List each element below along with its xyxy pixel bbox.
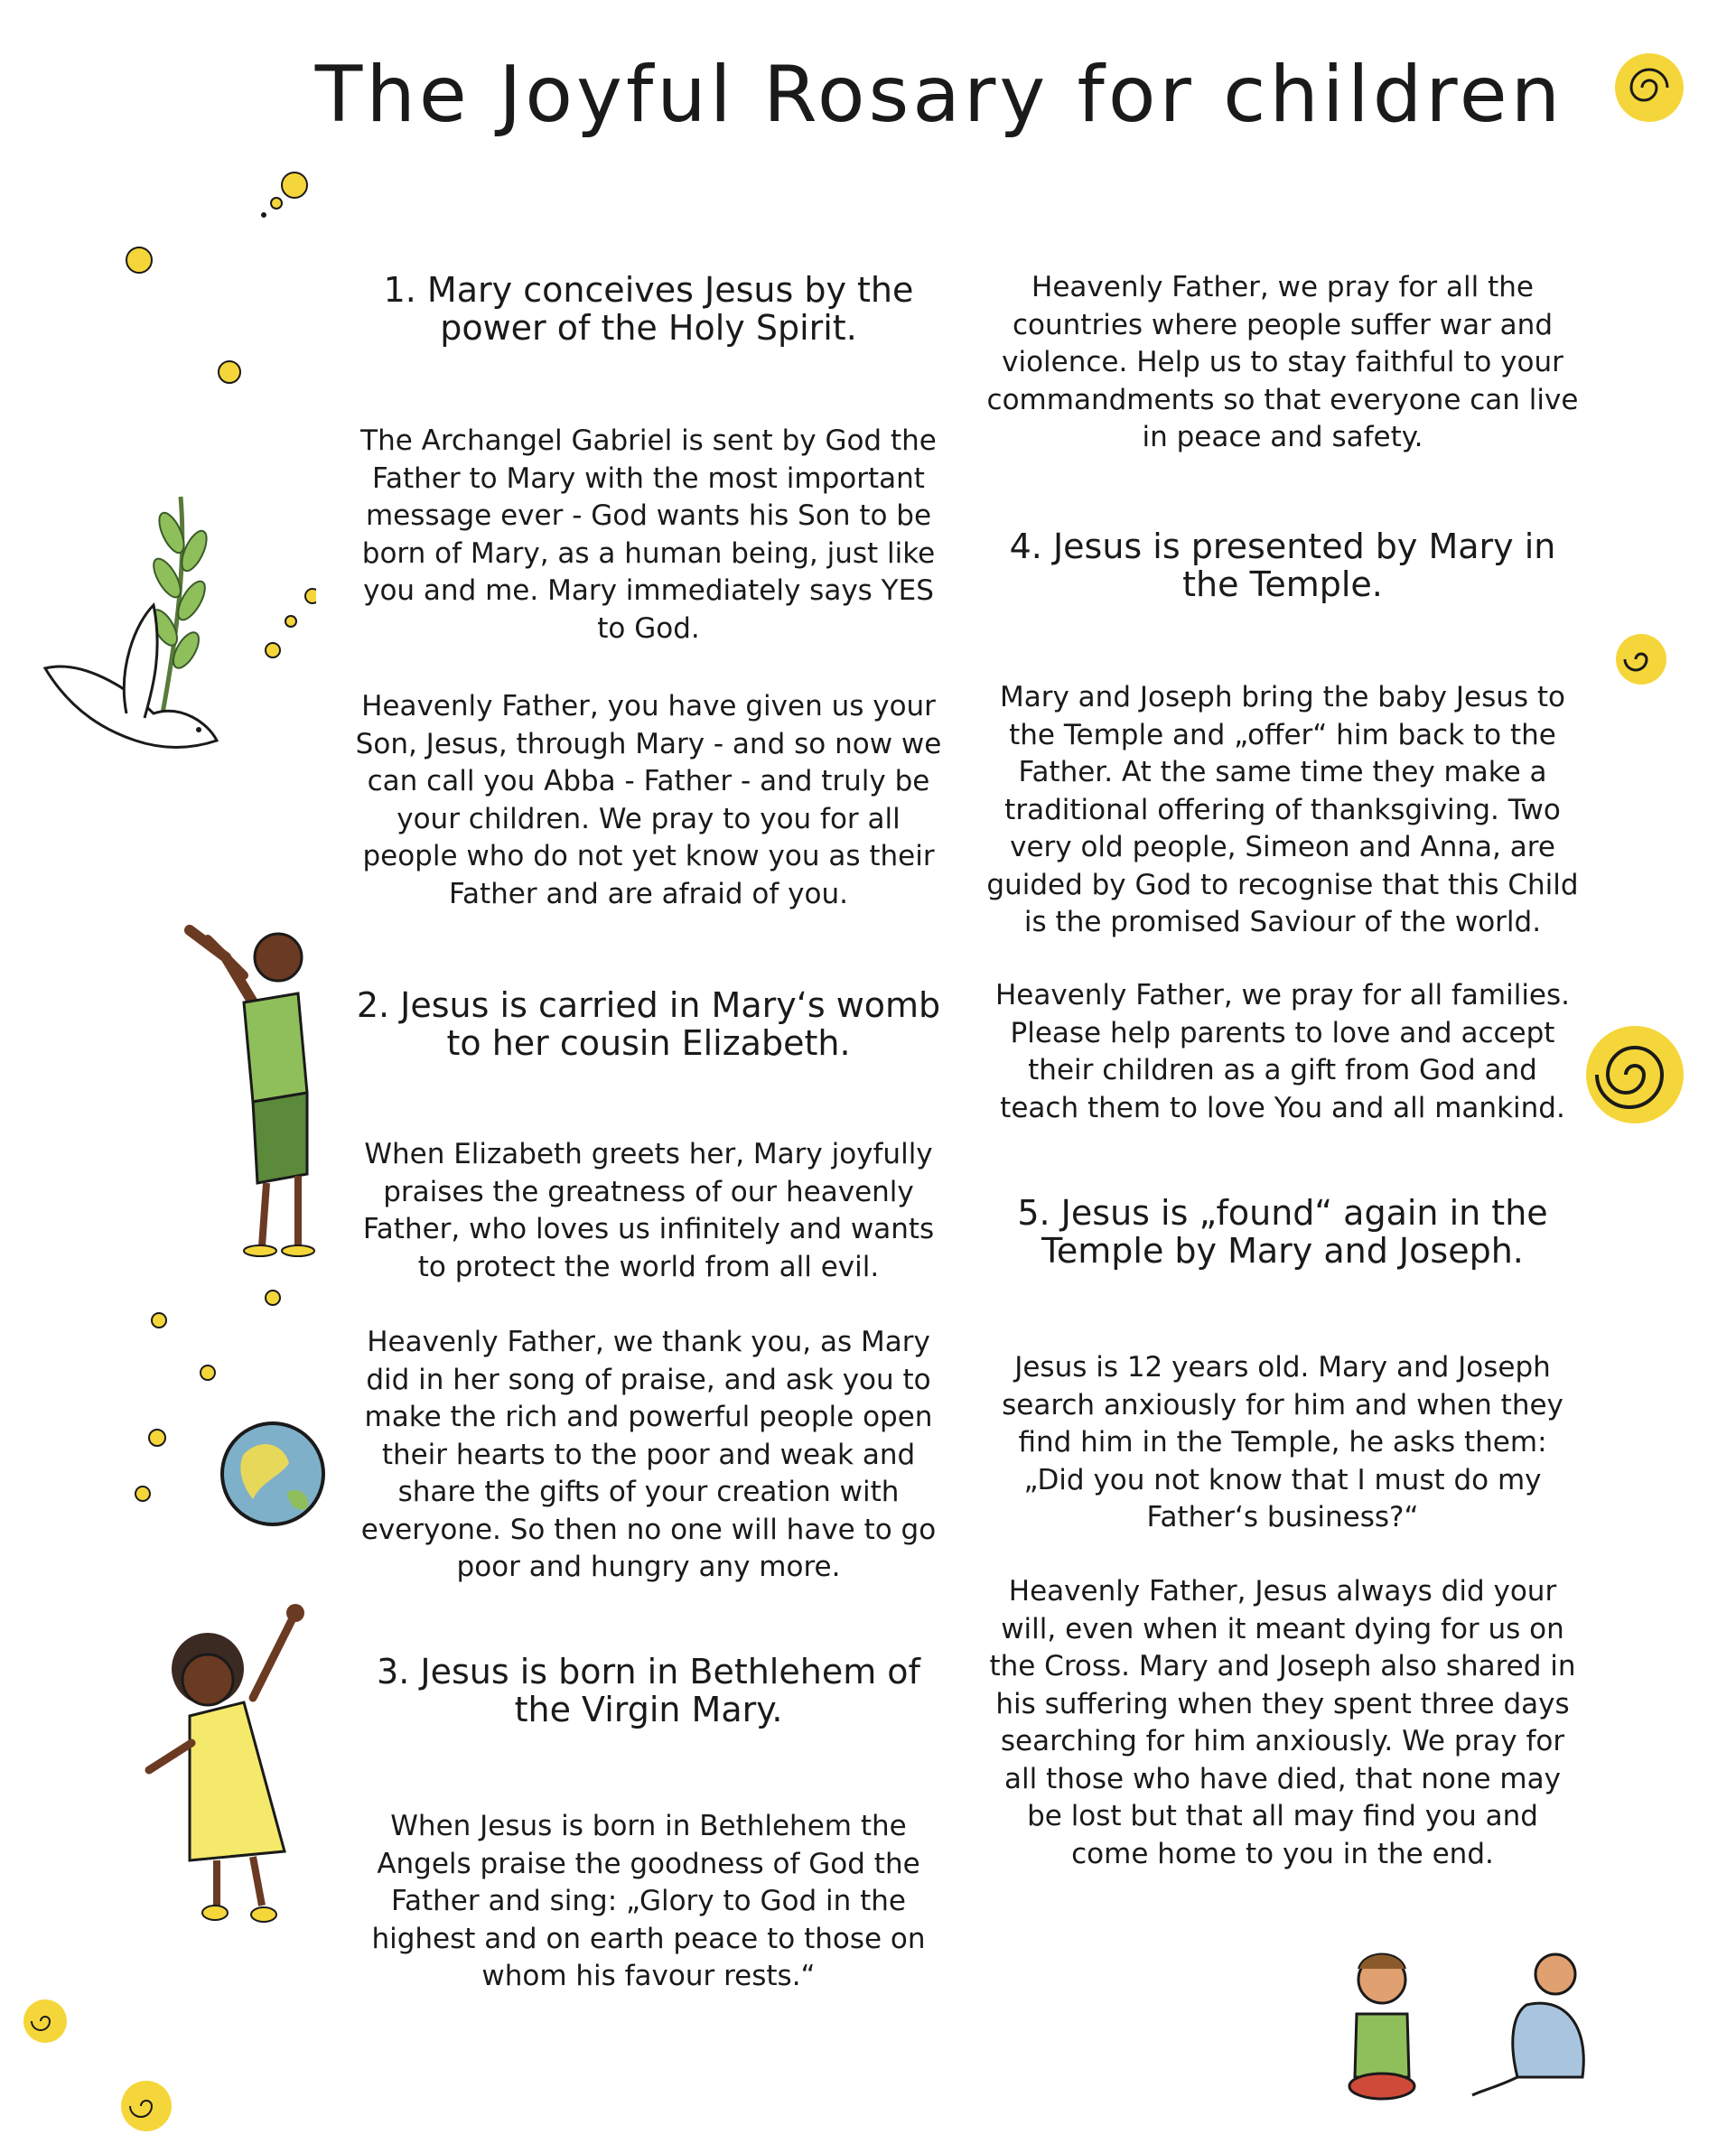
mystery-5-story: Jesus is 12 years old. Mary and Joseph search anxiously for him and when they find him in the Temple, he asks them: „Did you not know that I must do my Father‘s business?“ xyxy=(1002,1351,1563,1533)
mystery-2-prayer: Heavenly Father, we thank you, as Mary did in her song of praise, and ask you to make the rich and powerful people open their hearts to the poor and weak and share the gifts of your creation with everyone. So then no one will have to go poor and hungry any more. xyxy=(360,1326,937,1583)
sun-swirl-icon xyxy=(1581,1021,1689,1129)
mystery-4-story: Mary and Joseph bring the baby Jesus to the Temple and „offer“ him back to the Father. At the same time they make a traditional offering of thanksgiving. Two very old people, Simeon and Anna, are guided by God to recognise that this Child is the promised Saviour of the world. xyxy=(986,681,1579,938)
two-children-sitting-icon xyxy=(1346,1942,1599,2122)
mystery-3-prayer: Heavenly Father, we pray for all the countries where people suffer war and violence. Help us to stay faithful to your commandments so that everyone can live in peace and safety. xyxy=(986,271,1579,453)
mystery-5-heading: 5. Jesus is „found“ again in the Temple by Mary and Joseph. xyxy=(1017,1193,1548,1271)
boy-reaching-up-icon xyxy=(172,912,325,1273)
dove-with-olive-branch-icon xyxy=(27,479,316,804)
mystery-5-prayer: Heavenly Father, Jesus always did your will, even when it meant dying for us on the Cross. Mary and Joseph also shared in his suffering when they spent three days searching for him anxiously. We pray for all those who have died, that none may be lost but that all may find you and come home to you in the end. xyxy=(989,1575,1576,1870)
yellow-dots-icon xyxy=(33,163,322,415)
mystery-1-heading: 1. Mary conceives Jesus by the power of the Holy Spirit. xyxy=(383,270,914,348)
sun-swirl-icon xyxy=(1610,628,1673,691)
globe-icon xyxy=(126,1282,343,1535)
page-title: The Joyful Rosary for children xyxy=(314,50,1564,140)
mystery-2-heading: 2. Jesus is carried in Mary‘s womb to her cousin Elizabeth. xyxy=(356,985,941,1063)
sun-swirl-icon xyxy=(18,1996,181,2140)
mystery-2-story: When Elizabeth greets her, Mary joyfully praises the greatness of our heavenly Father, who loves us infinitely and wants to protect the world from all evil. xyxy=(362,1138,935,1283)
mystery-3-story: When Jesus is born in Bethlehem the Angels praise the goodness of God the Father and sing: „Glory to God in the highest and on earth peace to those on whom his favour rests.“ xyxy=(371,1810,926,1992)
girl-dancing-icon xyxy=(126,1589,325,1942)
mystery-4-heading: 4. Jesus is presented by Mary in the Temple. xyxy=(1009,527,1556,604)
mystery-3-heading: 3. Jesus is born in Bethlehem of the Virgin Mary. xyxy=(377,1652,920,1729)
sun-swirl-icon xyxy=(1604,47,1694,128)
mystery-1-prayer: Heavenly Father, you have given us your Son, Jesus, through Mary - and so now we can call you Abba - Father - and truly be your children. We pray to you for all people who do not yet know you as their Father and are afraid of you. xyxy=(355,690,942,910)
mystery-4-prayer: Heavenly Father, we pray for all families. Please help parents to love and accept their children as a gift from God and teach them to love You and all mankind. xyxy=(994,979,1571,1124)
mystery-1-story: The Archangel Gabriel is sent by God the Father to Mary with the most important message ever - God wants his Son to be born of Mary, as a human being, just like you and me. Mary immediately says YES to God. xyxy=(360,424,937,645)
